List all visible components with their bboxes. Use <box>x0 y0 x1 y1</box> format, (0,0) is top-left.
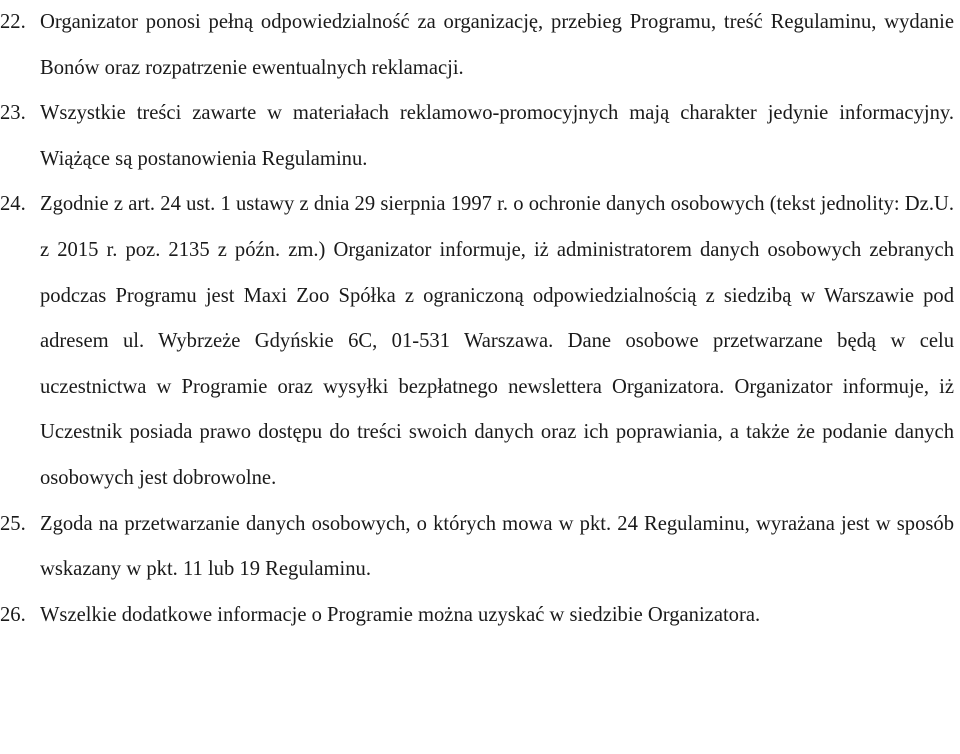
clause-22 <box>0 0 960 91</box>
clause-text: Zgodnie z art. 24 ust. 1 ustawy z dnia 29 sierpnia 1997 r. o ochronie danych osobowych (tekst jednolity: Dz.U. z 2015 r. poz. 2135 z późn. zm.) Organizator informuje, iż administratorem danych osobowych zebranych podczas Programu jest Maxi Zoo Spółka z ograniczoną odpowiedzialnością z siedzibą w Warszawie pod adresem ul. Wybrzeże Gdyńskie 6C, 01-531 Warszawa. Dane osobowe przetwarzane będą w celu uczestnictwa w Programie oraz wysyłki bezpłatnego newslettera Organizatora. Organizator informuje, iż Uczestnik posiada prawo dostępu do treści swoich danych oraz ich poprawiania, a także że podanie danych osobowych jest dobrowolne. <box>40 193 954 489</box>
clause-number: 25. <box>0 512 26 535</box>
clause-text: Wszelkie dodatkowe informacje o Programie można uzyskać w siedzibie Organizatora. <box>40 603 761 626</box>
clause-26 <box>0 593 960 639</box>
clause-25 <box>0 502 960 593</box>
clause-number: 23. <box>0 102 26 125</box>
clause-23 <box>0 91 960 182</box>
clause-24 <box>0 182 960 501</box>
clause-number: 24. <box>0 193 26 216</box>
clause-number: 22. <box>0 11 26 33</box>
clause-text: Zgoda na przetwarzanie danych osobowych, o których mowa w pkt. 24 Regulaminu, wyrażana jest w sposób wskazany w pkt. 11 lub 19 Regulaminu. <box>40 512 954 581</box>
clause-text: Wszystkie treści zawarte w materiałach reklamowo-promocyjnych mają charakter jedynie informacyjny. Wiążące są postanowienia Regulaminu. <box>40 102 954 170</box>
clause-text: Organizator ponosi pełną odpowiedzialność za organizację, przebieg Programu, treść Regulaminu, wydanie Bonów oraz rozpatrzenie ewentualnych reklamacji. <box>40 11 954 79</box>
clause-number: 26. <box>0 603 26 626</box>
